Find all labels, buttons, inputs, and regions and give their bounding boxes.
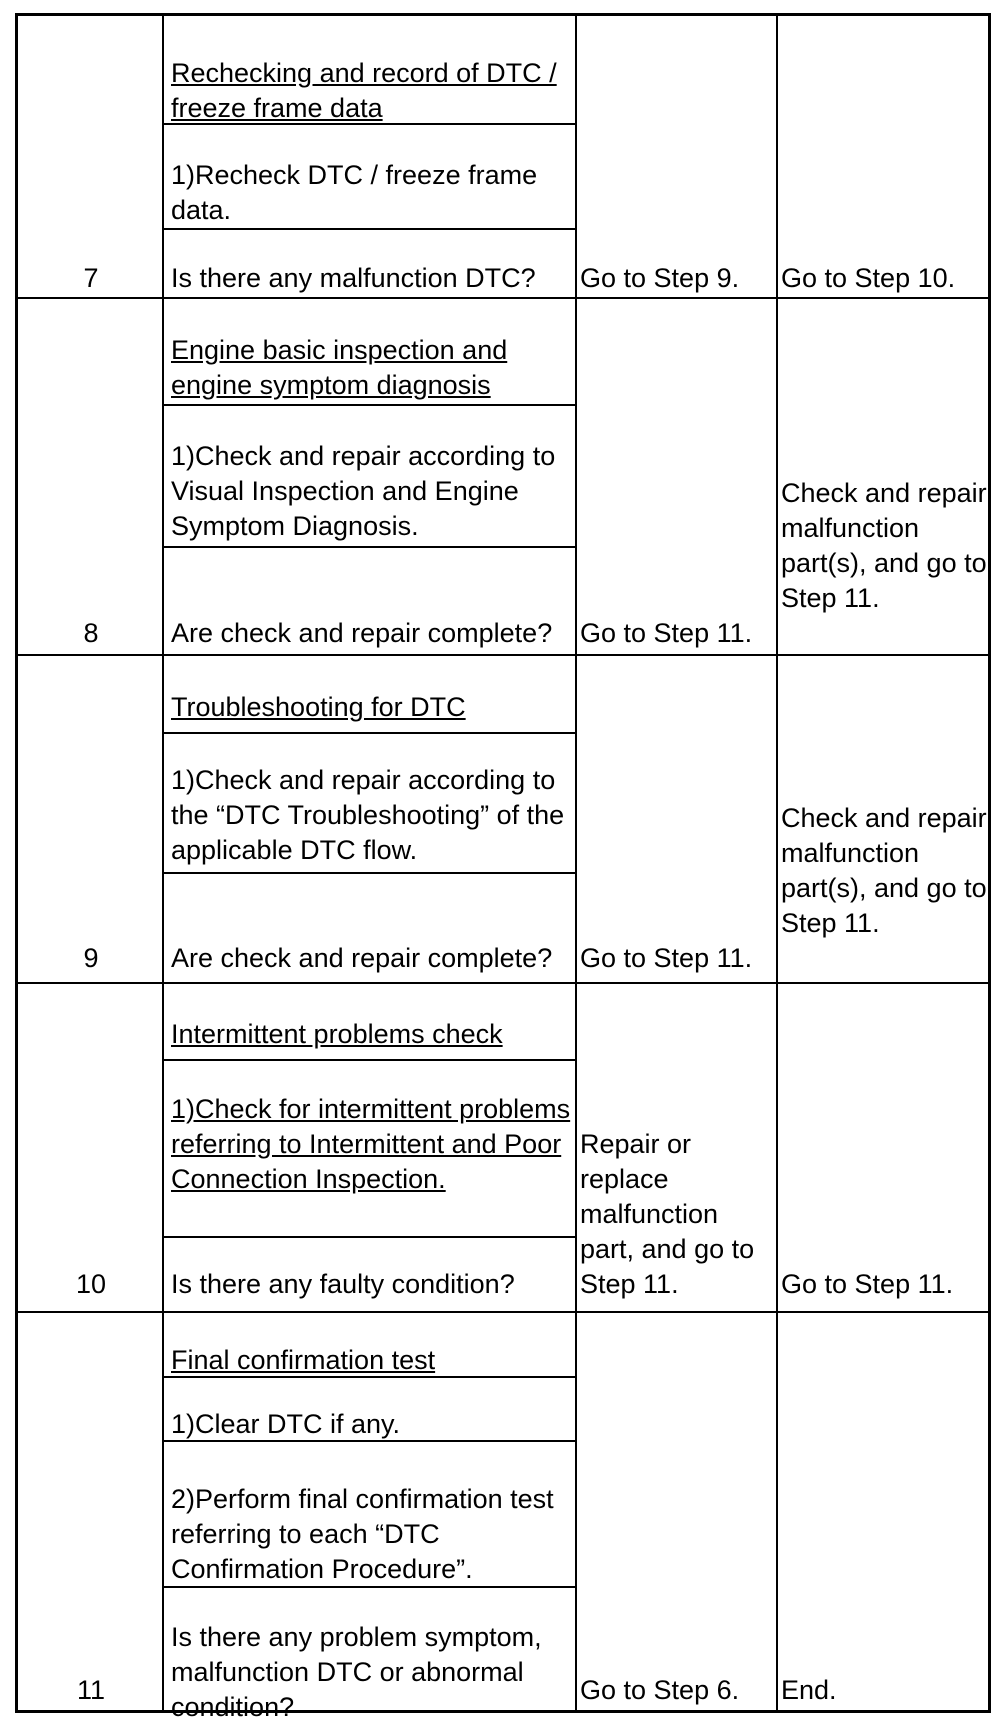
step-number: 8 [83, 618, 99, 648]
no-result: Check and repair malfunction part(s), and go to Step 11. [781, 803, 987, 938]
sub-divider [164, 1059, 576, 1061]
no-result: Go to Step 10. [781, 263, 956, 293]
step-title: Final confirmation test [171, 1345, 436, 1375]
row-divider [18, 982, 988, 984]
row-divider [18, 1311, 988, 1313]
row-divider [18, 297, 988, 299]
step-number: 9 [83, 943, 99, 973]
step-question: Are check and repair complete? [171, 618, 553, 648]
sub-divider [164, 732, 576, 734]
yes-result: Go to Step 6. [580, 1675, 740, 1705]
step-question: Are check and repair complete? [171, 943, 553, 973]
sub-divider [164, 872, 576, 874]
step-action: 1)Check for intermittent problems referring to Intermittent and Poor Connection Inspection. [171, 1094, 571, 1194]
sub-divider [164, 404, 576, 406]
step-action: 1)Check and repair according to Visual Inspection and Engine Symptom Diagnosis. [171, 441, 556, 541]
step-action: 1)Clear DTC if any. [171, 1409, 401, 1439]
troubleshooting-table [15, 13, 991, 1722]
step-title: Rechecking and record of DTC / freeze frame data [171, 58, 557, 123]
no-result: Check and repair malfunction part(s), and go to Step 11. [781, 478, 987, 613]
row-divider [18, 654, 988, 656]
step-question: Is there any faulty condition? [171, 1269, 515, 1299]
sub-divider [164, 228, 576, 230]
step-action: 1)Check and repair according to the “DTC Troubleshooting” of the applicable DTC flow. [171, 765, 565, 865]
step-question: Is there any problem symptom, malfunction DTC or abnormal condition? [171, 1622, 542, 1722]
step-number: 7 [83, 263, 99, 293]
yes-result: Go to Step 11. [580, 618, 753, 648]
yes-result: Repair or replace malfunction part, and go to Step 11. [580, 1129, 755, 1299]
no-result: End. [781, 1675, 837, 1705]
column-divider [776, 16, 778, 1710]
step-title: Troubleshooting for DTC [171, 692, 466, 722]
step-number: 11 [76, 1675, 106, 1705]
step-question: Is there any malfunction DTC? [171, 263, 536, 293]
no-result: Go to Step 11. [781, 1269, 954, 1299]
sub-divider [164, 1236, 576, 1238]
step-action: 2)Perform final confirmation test referring to each “DTC Confirmation Procedure”. [171, 1484, 554, 1584]
step-number: 10 [75, 1269, 107, 1299]
yes-result: Go to Step 11. [580, 943, 753, 973]
yes-result: Go to Step 9. [580, 263, 740, 293]
step-action: 1)Recheck DTC / freeze frame data. [171, 160, 538, 225]
step-title: Intermittent problems check [171, 1019, 503, 1049]
sub-divider [164, 546, 576, 548]
step-title: Engine basic inspection and engine symptom diagnosis [171, 335, 508, 400]
